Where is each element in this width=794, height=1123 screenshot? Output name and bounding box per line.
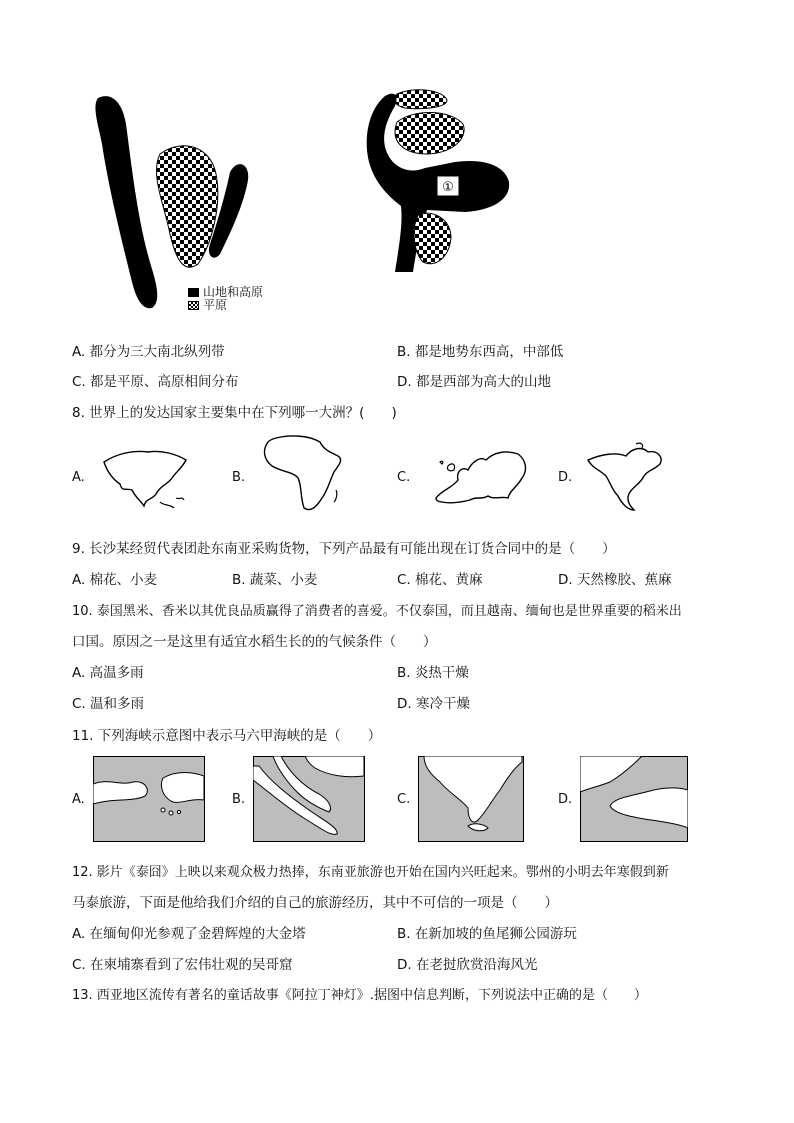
q12-stem-line2: 马泰旅游，下面是他给我们介绍的自己的旅游经历，其中不可信的一项是（ ） xyxy=(72,895,558,911)
q8-label-c[interactable]: C. xyxy=(397,470,411,485)
map-marker-1: ① xyxy=(442,180,454,195)
q9-option-c[interactable]: C. 棉花、黄麻 xyxy=(397,572,483,588)
strait-map-a[interactable] xyxy=(93,756,205,842)
q8-label-b[interactable]: B. xyxy=(232,470,246,485)
q7-option-d[interactable]: D. 都是西部为高大的山地 xyxy=(397,374,551,390)
terrain-map-right xyxy=(355,86,525,276)
q8-label-d[interactable]: D. xyxy=(558,470,573,485)
asia-outline[interactable] xyxy=(96,440,192,512)
legend-plain-label: 平原 xyxy=(203,298,228,312)
q8-label-a[interactable]: A. xyxy=(72,470,85,485)
q11-label-d[interactable]: D. xyxy=(558,792,573,807)
q12-option-c[interactable]: C. 在柬埔寨看到了宏伟壮观的吴哥窟 xyxy=(72,957,293,973)
map-legend xyxy=(188,286,263,312)
q7-option-c[interactable]: C. 都是平原、高原相间分布 xyxy=(72,374,239,390)
q11-stem: 11. 下列海峡示意图中表示马六甲海峡的是（ ） xyxy=(72,728,382,744)
plain-swatch xyxy=(188,301,199,310)
q8-stem: 8. 世界上的发达国家主要集中在下列哪一大洲？( ) xyxy=(72,405,397,421)
q10-option-c[interactable]: C. 温和多雨 xyxy=(72,696,145,712)
q7-option-a[interactable]: A. 都分为三大南北纵列带 xyxy=(72,344,225,360)
q11-label-b[interactable]: B. xyxy=(232,792,246,807)
q9-option-b[interactable]: B. 蔬菜、小麦 xyxy=(232,572,318,588)
mountain-swatch xyxy=(188,288,199,297)
q12-option-d[interactable]: D. 在老挝欣赏沿海风光 xyxy=(397,957,538,973)
legend-mountain-label: 山地和高原 xyxy=(203,285,264,299)
strait-map-b[interactable] xyxy=(253,756,365,842)
q12-stem-line1: 12. 影片《泰囧》上映以来观众极力热捧，东南亚旅游也开始在国内兴旺起来。鄂州的小明去年寒假到新 xyxy=(72,865,669,880)
strait-map-c[interactable] xyxy=(418,756,524,842)
q12-option-a[interactable]: A. 在缅甸仰光参观了金碧辉煌的大金塔 xyxy=(72,926,306,942)
africa-outline[interactable] xyxy=(258,432,354,516)
q9-option-d[interactable]: D. 天然橡胶、蕉麻 xyxy=(558,572,672,588)
q10-option-a[interactable]: A. 高温多雨 xyxy=(72,665,144,681)
q7-option-b[interactable]: B. 都是地势东西高，中部低 xyxy=(397,344,564,360)
q11-label-c[interactable]: C. xyxy=(397,792,411,807)
q13-stem: 13. 西亚地区流传有著名的童话故事《阿拉丁神灯》.据图中信息判断，下列说法中正确的是（ ） xyxy=(72,988,647,1003)
q10-stem-line1: 10. 泰国黑米、香米以其优良品质赢得了消费者的喜爱。不仅泰国，而且越南、缅甸也是世界重要的稻米出 xyxy=(72,604,682,619)
q10-stem-line2: 口国。原因之一是这里有适宜水稻生长的的气候条件（ ） xyxy=(72,634,437,650)
q12-option-b[interactable]: B. 在新加坡的鱼尾狮公园游玩 xyxy=(397,926,577,942)
q11-label-a[interactable]: A. xyxy=(72,792,85,807)
q10-option-b[interactable]: B. 炎热干燥 xyxy=(397,665,469,681)
q9-stem: 9. 长沙某经贸代表团赴东南亚采购货物，下列产品最有可能出现在订货合同中的是（ ） xyxy=(72,541,616,557)
q9-option-a[interactable]: A. 棉花、小麦 xyxy=(72,572,158,588)
europe-outline[interactable] xyxy=(428,440,534,510)
q10-option-d[interactable]: D. 寒冷干燥 xyxy=(397,696,470,712)
strait-map-d[interactable] xyxy=(580,756,688,842)
north-america-outline[interactable] xyxy=(582,440,674,514)
